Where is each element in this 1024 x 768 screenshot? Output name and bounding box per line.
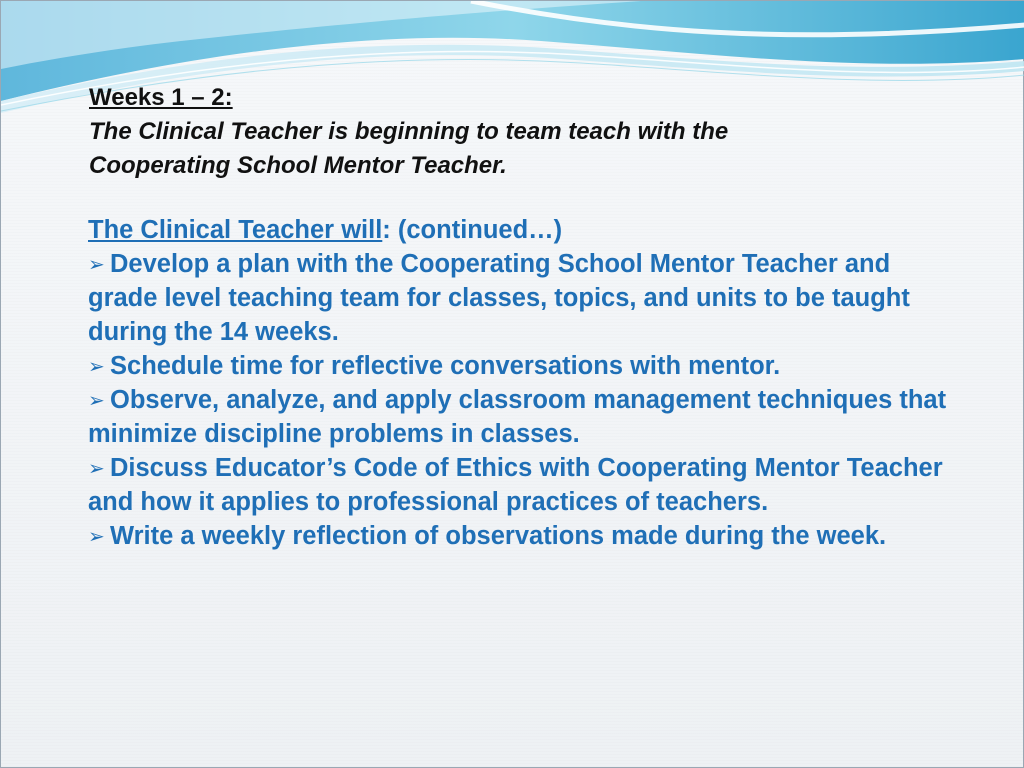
arrow-bullet-icon: ➢ xyxy=(88,254,105,276)
bullet-list xyxy=(88,247,958,553)
slide-body xyxy=(88,213,958,553)
list-item xyxy=(88,349,958,383)
intro-line xyxy=(88,213,958,247)
intro-rest-text: : (continued…) xyxy=(382,216,563,244)
arrow-bullet-icon: ➢ xyxy=(88,390,105,412)
bullet-text: Develop a plan with the Cooperating School Mentor Teacher and grade level teaching team for classes, topics, and units to be taught during the 14 weeks. xyxy=(88,250,910,346)
bullet-text: Schedule time for reflective conversations with mentor. xyxy=(110,352,781,380)
bullet-text: Write a weekly reflection of observations made during the week. xyxy=(110,522,887,550)
list-item xyxy=(88,519,958,553)
weeks-label: Weeks 1 – 2: xyxy=(89,84,233,111)
heading-line-1: The Clinical Teacher is beginning to team teach with the xyxy=(89,118,729,145)
bullet-text: Discuss Educator’s Code of Ethics with Cooperating Mentor Teacher and how it applies to professional practices of teachers. xyxy=(88,454,943,516)
list-item xyxy=(88,383,958,451)
arrow-bullet-icon: ➢ xyxy=(88,458,105,480)
arrow-bullet-icon: ➢ xyxy=(88,526,105,548)
intro-underlined-text: The Clinical Teacher will xyxy=(88,216,383,244)
heading-line-2: Cooperating School Mentor Teacher. xyxy=(89,152,507,179)
list-item xyxy=(88,451,958,519)
list-item xyxy=(88,247,958,349)
slide-heading xyxy=(89,81,989,183)
arrow-bullet-icon: ➢ xyxy=(88,356,105,378)
bullet-text: Observe, analyze, and apply classroom management techniques that minimize discipline problems in classes. xyxy=(88,386,947,448)
